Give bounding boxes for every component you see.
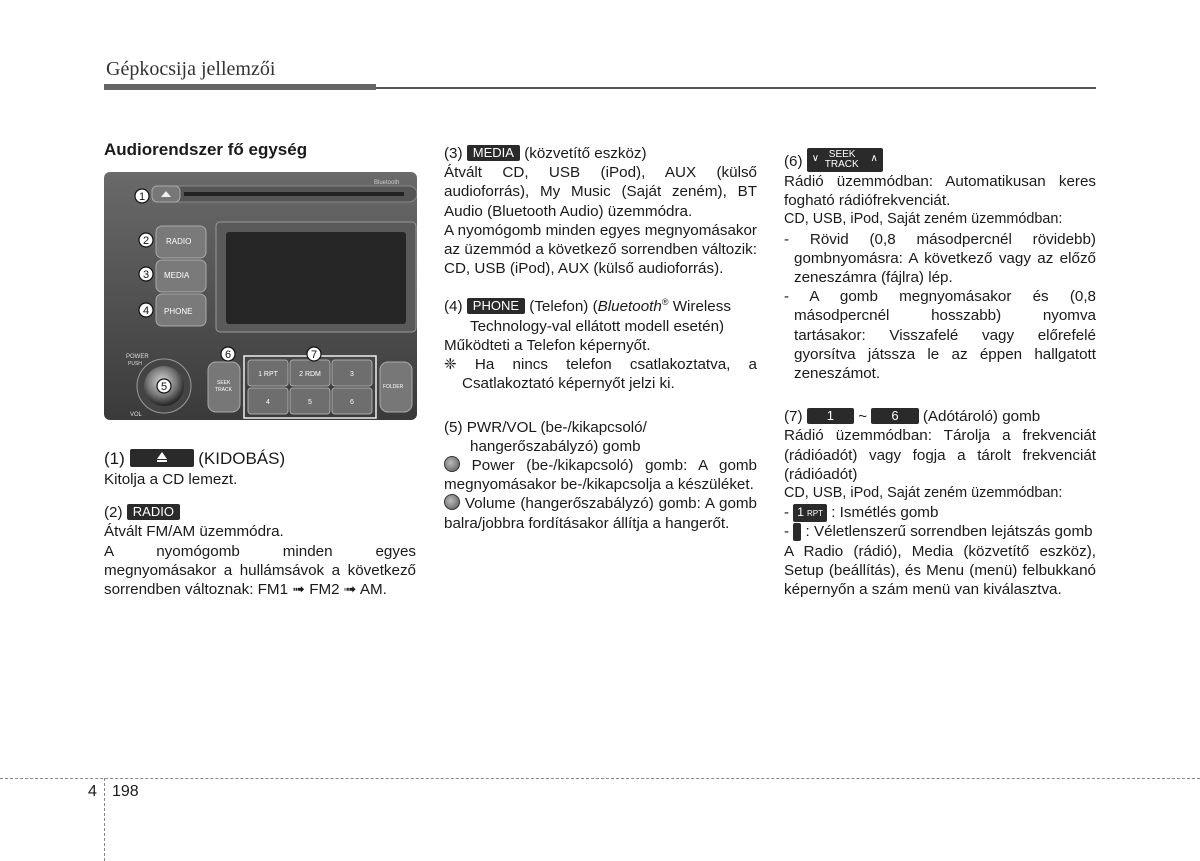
display-screen (226, 232, 406, 324)
item2-number: (2) (104, 504, 123, 522)
preset-button-label: 3 (350, 371, 354, 378)
item1-number: (1) (104, 449, 125, 468)
power-label: POWER (126, 354, 149, 360)
footer-dashed-rule (0, 778, 1200, 779)
preset-6-chip: 6 (871, 408, 918, 424)
media-button-label: MEDIA (164, 271, 190, 280)
item2-paragraph: A nyomógomb minden egyes megnyomásakor a hullámsávok a következő sorrendben változnak: FM1 ➟ FM2 ➟ AM. (104, 542, 416, 599)
callout-number: 2 (142, 235, 150, 247)
media-key-chip: MEDIA (467, 145, 520, 161)
item7-tilde: ~ (858, 408, 868, 426)
item6-bullet1: - Rövid (0,8 másodpercnél rövidebb) gombnyomásra: A következő vagy az előző zeneszámra (fájlra) lép. (784, 230, 1096, 287)
item4-title-a: (Telefon) ( (529, 298, 598, 316)
item4-bluetooth: Bluetooth (597, 298, 662, 316)
callout-number: 7 (310, 349, 318, 361)
item7-number: (7) (784, 408, 803, 426)
header-rule-thin (376, 87, 1096, 89)
item1-description: Kitolja a CD lemezt. (104, 471, 238, 488)
footer-vertical-rule (104, 778, 105, 861)
item4-line3: Működteti a Telefon képernyőt. (444, 336, 651, 354)
item6-paragraph: Rádió üzemmódban: Automatikusan keres fogható rádiófrekvenciát. (784, 173, 1096, 210)
section-heading: Audiorendszer fő egység (104, 140, 308, 159)
track-chip-label: TRACK (824, 159, 859, 170)
item6-bullet2: - A gomb megnyomásakor és (0,8 másodpercnél hosszabb) nyomva tartásakor: Visszafelé vagy előrefelé gyorsítva játssza le az éppen hallgatott zeneszámot. (784, 288, 1096, 383)
column-1 (104, 140, 416, 159)
seek-track-chip: ∨ SEEK TRACK ∧ (807, 148, 883, 172)
item4-title-b: Wireless (668, 298, 731, 316)
item7-cd-mode: CD, USB, iPod, Saját zeném üzemmódban: (784, 485, 1063, 502)
item4-number: (4) (444, 298, 463, 316)
preset-button-label: 2 RDM (299, 371, 321, 378)
volume-knob-icon (444, 494, 460, 510)
preset-1-chip: 1 (807, 408, 854, 424)
vol-label: VOL (130, 412, 143, 418)
item4-line2: Technology-val ellátott modell esetén) (470, 317, 725, 335)
phone-key-chip: PHONE (467, 298, 525, 314)
phone-button-label: PHONE (164, 307, 193, 316)
item3-number: (3) (444, 145, 463, 162)
seek-label: SEEK (217, 380, 231, 386)
column-2 (444, 144, 757, 533)
rdm-chip-label: RDM (738, 528, 758, 538)
item5-power: Power (be-/kikapcsoló) gomb: A gomb megnyomásakor be-/kikapcsolja a készüléket. (444, 456, 757, 494)
push-label: PUSH (128, 361, 142, 367)
chapter-number: 4 (88, 783, 97, 800)
item3-paragraph1: Átvált CD, USB (iPod), AUX (külső audioforrás), My Music (Saját zeném), BT Audio (Bluetooth Audio) üzemmódra. (444, 164, 757, 220)
callout-number: 5 (160, 381, 168, 393)
seek-chip-label: SEEK (828, 149, 856, 160)
power-knob-icon (444, 456, 460, 472)
preset-button-label: 5 (308, 399, 312, 406)
item2-line1: Átvált FM/AM üzemmódra. (104, 523, 284, 541)
rdm-key-chip (729, 523, 801, 541)
callout-number: 1 (138, 191, 146, 203)
header-rule-thick (104, 84, 376, 90)
bluetooth-label: Bluetooth (374, 180, 400, 186)
callout-number: 4 (142, 305, 150, 317)
item7-bullet1: : Ismétlés gomb (831, 504, 939, 522)
page-number: 198 (112, 783, 139, 800)
item4-reg: ® (661, 297, 669, 308)
rdm-chip-number: 2 (729, 524, 736, 539)
item6-number: (6) (784, 153, 803, 170)
item5-heading: (5) PWR/VOL (be-/kikapcsoló/ (444, 418, 647, 436)
rpt-chip-number: 1 (797, 505, 804, 520)
item3-title: (közvetítő eszköz) (524, 145, 647, 162)
item7-final: A Radio (rádió), Media (közvetítő eszköz), Setup (beállítás), és Menu (menü) felbukkanó képernyőn a szám menü van kiválasztva. (784, 542, 1096, 599)
column-1-lower (104, 448, 416, 599)
radio-key-chip: RADIO (127, 504, 180, 520)
rpt-chip-label: RPT (806, 509, 823, 519)
item1-title: (KIDOBÁS) (198, 449, 286, 468)
item3-paragraph2: A nyomógomb minden egyes megnyomásakor az üzemmód a következő sorrendben változik: CD, USB (iPod), AUX (külső audioforrás). (444, 221, 757, 278)
preset-button-label: 6 (350, 399, 354, 406)
page-header-title: Gépkocsija jellemzői (106, 58, 276, 80)
eject-icon (130, 449, 194, 467)
callout-number: 3 (142, 269, 150, 281)
callout-number: 6 (224, 349, 232, 361)
folder-label: FOLDER (383, 384, 404, 390)
item5-volume: Volume (hangerőszabályzó) gomb: A gomb balra/jobbra fordításakor állítja a hangerőt. (444, 495, 757, 532)
radio-button-label: RADIO (166, 237, 192, 246)
item4-note: ❈ Ha nincs telefon csatlakoztatva, a Csatlakoztató képernyőt jelzi ki. (444, 356, 757, 393)
item6-cd-mode: CD, USB, iPod, Saját zeném üzemmódban: (784, 211, 1063, 228)
audio-unit-illustration (104, 172, 417, 420)
preset-button-label: 1 RPT (258, 371, 278, 378)
rpt-key-chip (793, 504, 827, 522)
item7-bullet2: : Véletlenszerű sorrendben lejátszás gomb (805, 523, 1093, 541)
track-label: TRACK (215, 387, 232, 393)
item5-heading2: hangerőszabályzó) gomb (470, 437, 641, 455)
preset-button-label: 4 (266, 399, 270, 406)
column-3: (6) ∨ SEEK TRACK ∧ Rádió üzemmódban: Automatikusan keres fogható rádiófrekvenciát. CD, USB, iPod, Saját zeném üzemmódban: - Rövid (0,8 másodpercnél rövidebb) gombnyomásra: A következő vagy az előző zeneszámra (fájlra) lép. - A gomb megnyomásakor és (0,8 másodpercnél hosszabb) nyomva tartásakor: Visszafelé vagy előrefelé gyorsítva játssza le az éppen hallgatott zeneszámot. (7) 1 ~ 6 (Adótároló) gomb Rádió üzemmódban: Tárolja a frekvenciát (rádióadót) vagy fogja a tárolt frekvenciát (rádióadót) CD, USB, iPod, Saját zeném üzemmódban: - 1 RPT : Ismétlés gomb - 2 RDM : Véletlenszerű sorrendben lejátszás gomb A Radio (rádió), Media (közvetítő eszköz), Setup (beállítás), és Menu (menü) felbukkanó képernyőn a szám menü van kiválasztva. (729, 149, 1096, 599)
item7-title: (Adótároló) gomb (922, 408, 1041, 426)
item7-paragraph: Rádió üzemmódban: Tárolja a frekvenciát (rádióadót) vagy fogja a tárolt frekvenciát (rádióadót) (784, 427, 1096, 483)
